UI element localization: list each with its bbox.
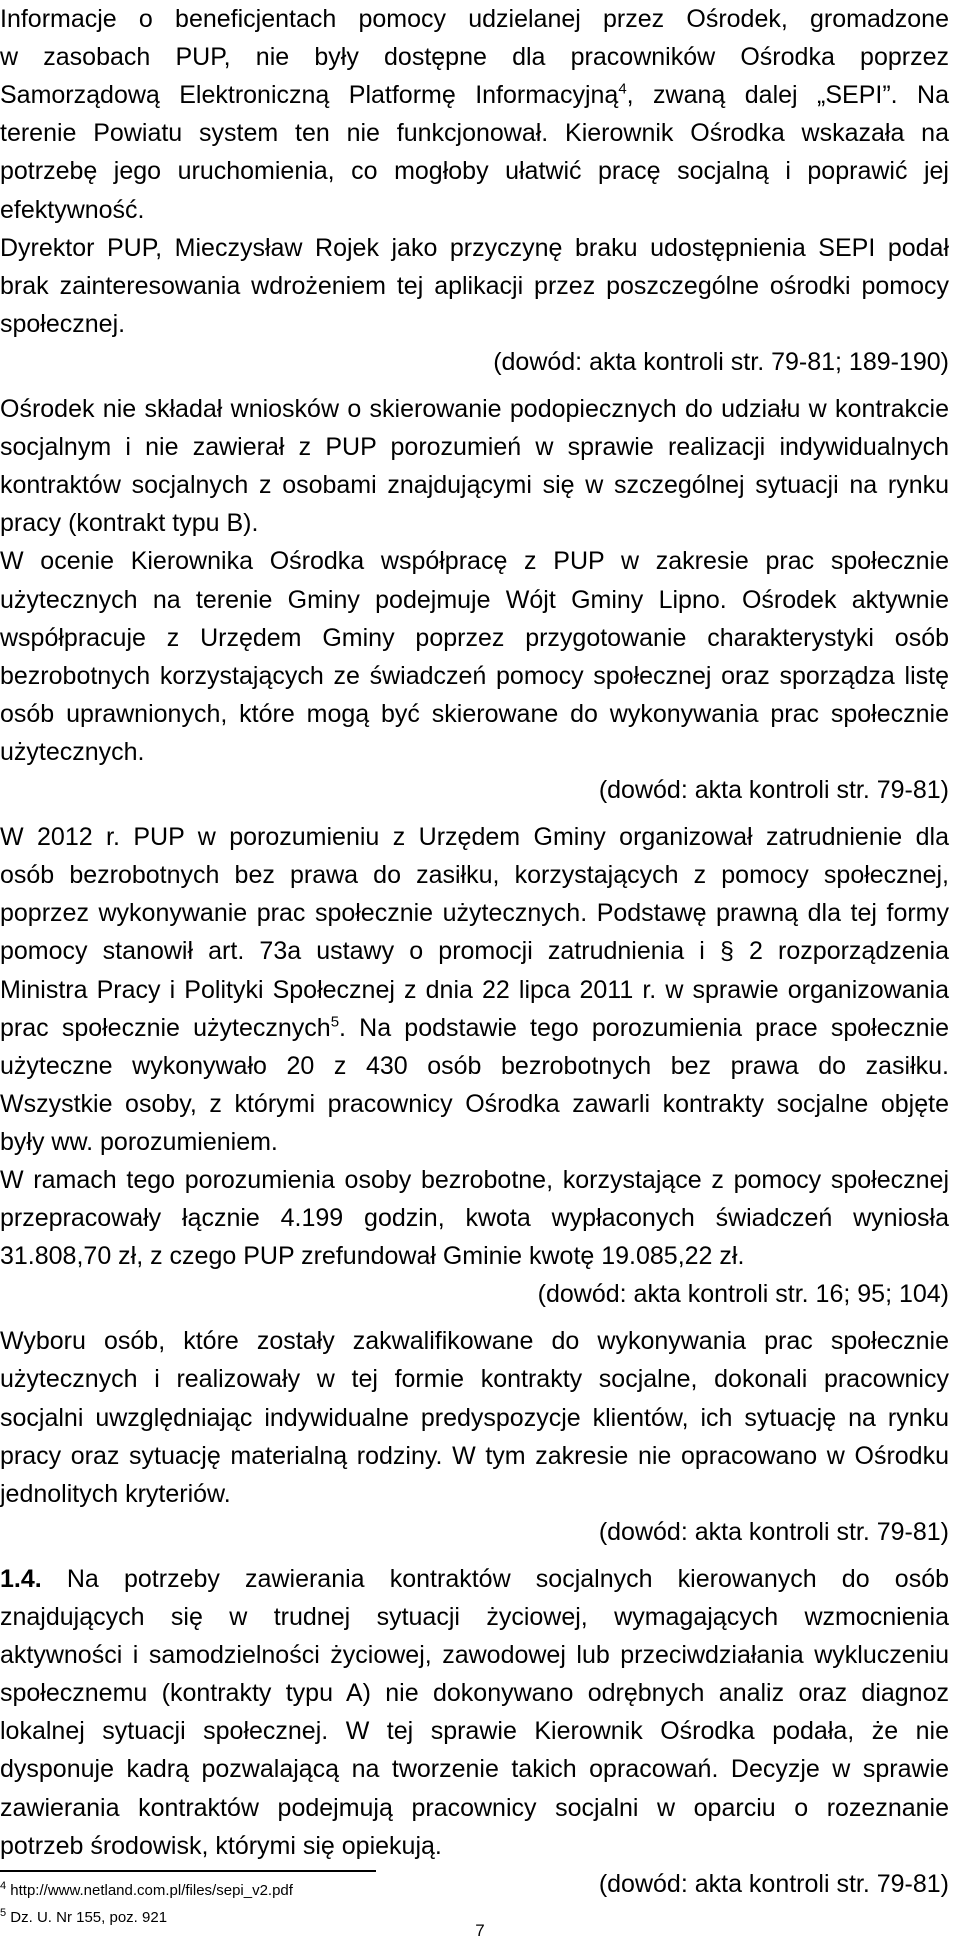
text-line bbox=[0, 76, 949, 114]
text-line: pracy oraz sytuację materialną rodziny. W tym zakresie nie opracowano w Ośrodku bbox=[0, 1442, 949, 1470]
footnote bbox=[0, 1908, 167, 1928]
text-line: społecznej. bbox=[0, 310, 126, 338]
text-line: Informacje o beneficjentach pomocy udzielanej przez Ośrodek, gromadzone bbox=[0, 5, 949, 33]
footnote-text: http://www.netland.com.pl/files/sepi_v2.pdf bbox=[6, 1882, 293, 1899]
text-line: poprzez wykonywanie prac społecznie użytecznych. Podstawę prawną dla tej formy bbox=[0, 899, 949, 927]
text-line: socjalnym i nie zawierał z PUP porozumień w sprawie realizacji indywidualnych bbox=[0, 433, 949, 461]
evidence-reference: (dowód: akta kontroli str. 79-81) bbox=[598, 1518, 949, 1546]
text-line: pomocy stanowił art. 73a ustawy o promocji zatrudnienia i § 2 rozporządzenia bbox=[0, 937, 949, 965]
text-line: W ocenie Kierownika Ośrodka współpracę z PUP w zakresie prac społecznie bbox=[0, 547, 949, 575]
text-line: Ministra Pracy i Polityki Społecznej z dnia 22 lipca 2011 r. w sprawie organizowania bbox=[0, 976, 949, 1004]
text-line: zawierania kontraktów podejmują pracownicy socjalni w oparciu o rozeznanie bbox=[0, 1794, 949, 1822]
text-line: W 2012 r. PUP w porozumieniu z Urzędem Gminy organizował zatrudnienie dla bbox=[0, 823, 949, 851]
text-fragment: . Na podstawie tego porozumienia prace społecznie bbox=[339, 1014, 949, 1042]
text-fragment: Samorządową Elektroniczną Platformę Informacyjną bbox=[0, 81, 619, 109]
footnote-mark: 5 bbox=[0, 1907, 7, 1919]
text-line: dysponuje kadrą pozwalającą na tworzenie takich opracowań. Decyzje w sprawie bbox=[0, 1755, 949, 1783]
text-line: użytecznych na terenie Gminy podejmuje Wójt Gminy Lipno. Ośrodek aktywnie bbox=[0, 586, 949, 614]
text-line: osób bezrobotnych bez prawa do zasiłku, korzystających z pomocy społecznej, bbox=[0, 861, 949, 889]
text-line: terenie Powiatu system ten nie funkcjonował. Kierownik Ośrodka wskazała na bbox=[0, 119, 949, 147]
text-line: pracy (kontrakt typu B). bbox=[0, 509, 259, 537]
text-line: bezrobotnych korzystających ze świadczeń pomocy społecznej oraz sporządza listę bbox=[0, 662, 949, 690]
text-line: Wszystkie osoby, z którymi pracownicy Ośrodka zawarli kontrakty socjalne objęte bbox=[0, 1090, 949, 1118]
text-line: brak zainteresowania wdrożeniem tej aplikacji przez poszczególne ośrodki pomocy bbox=[0, 272, 949, 300]
text-fragment: , zwaną dalej „SEPI”. Na bbox=[626, 81, 949, 109]
text-line: użytecznych. bbox=[0, 738, 145, 766]
text-line: aktywności i samodzielności życiowej, zawodowej lub przeciwdziałania wykluczeniu bbox=[0, 1641, 949, 1669]
text-fragment: prac społecznie użytecznych bbox=[0, 1014, 331, 1042]
footnote-mark: 4 bbox=[0, 1880, 7, 1892]
footnote bbox=[0, 1881, 293, 1901]
text-line: kontraktów socjalnych z osobami znajdującymi się w szczególnej sytuacji na rynku bbox=[0, 471, 949, 499]
text-line: przepracowały łącznie 4.199 godzin, kwota wypłaconych świadczeń wyniosła bbox=[0, 1204, 949, 1232]
footnote-separator bbox=[0, 1870, 376, 1872]
text-line: socjalni uwzględniając indywidualne predyspozycje klientów, ich sytuację na rynku bbox=[0, 1404, 949, 1432]
text-line: 31.808,70 zł, z czego PUP zrefundował Gminie kwotę 19.085,22 zł. bbox=[0, 1242, 745, 1270]
text-line: W ramach tego porozumienia osoby bezrobotne, korzystające z pomocy społecznej bbox=[0, 1166, 949, 1194]
footnote-reference: 4 bbox=[618, 80, 627, 98]
evidence-reference: (dowód: akta kontroli str. 16; 95; 104) bbox=[537, 1280, 949, 1308]
text-line: efektywność. bbox=[0, 196, 145, 224]
text-line: Dyrektor PUP, Mieczysław Rojek jako przyczynę braku udostępnienia SEPI podał bbox=[0, 234, 949, 262]
text-line: społecznemu (kontrakty typu A) nie dokonywano odrębnych analiz oraz diagnoz bbox=[0, 1679, 949, 1707]
text-line: w zasobach PUP, nie były dostępne dla pracowników Ośrodka poprzez bbox=[0, 43, 949, 71]
section-number: 1.4. bbox=[0, 1565, 42, 1593]
text-line: osób uprawnionych, które mogą być skierowane do wykonywania prac społecznie bbox=[0, 700, 949, 728]
text-line: współpracuje z Urzędem Gminy poprzez przygotowanie charakterystyki osób bbox=[0, 624, 949, 652]
text-line: znajdujących się w trudnej sytuacji życiowej, wymagających wzmocnienia bbox=[0, 1603, 949, 1631]
footnote-text: Dz. U. Nr 155, poz. 921 bbox=[6, 1909, 168, 1926]
evidence-reference: (dowód: akta kontroli str. 79-81) bbox=[598, 1870, 949, 1898]
evidence-reference: (dowód: akta kontroli str. 79-81; 189-190) bbox=[493, 348, 949, 376]
text-line: Wyboru osób, które zostały zakwalifikowane do wykonywania prac społecznie bbox=[0, 1327, 949, 1355]
evidence-reference: (dowód: akta kontroli str. 79-81) bbox=[598, 776, 949, 804]
text-line bbox=[0, 1009, 949, 1047]
text-fragment: Na potrzeby zawierania kontraktów socjalnych kierowanych do osób bbox=[41, 1565, 949, 1593]
text-line: potrzeb środowisk, którymi się opiekują. bbox=[0, 1832, 442, 1860]
footnote-reference: 5 bbox=[330, 1013, 340, 1031]
page-number: 7 bbox=[475, 1921, 485, 1940]
text-line: użytecznych i realizowały w tej formie kontrakty socjalne, dokonali pracownicy bbox=[0, 1365, 949, 1393]
text-line: jednolitych kryteriów. bbox=[0, 1480, 231, 1508]
text-line: użyteczne wykonywało 20 z 430 osób bezrobotnych bez prawa do zasiłku. bbox=[0, 1052, 949, 1080]
text-line: były ww. porozumieniem. bbox=[0, 1128, 278, 1156]
text-line: Ośrodek nie składał wniosków o skierowanie podopiecznych do udziału w kontrakcie bbox=[0, 395, 949, 423]
text-line bbox=[0, 1560, 949, 1598]
text-line: lokalnej sytuacji społecznej. W tej sprawie Kierownik Ośrodka podała, że nie bbox=[0, 1717, 949, 1745]
text-line: potrzebę jego uruchomienia, co mogłoby ułatwić pracę socjalną i poprawić jej bbox=[0, 157, 949, 185]
